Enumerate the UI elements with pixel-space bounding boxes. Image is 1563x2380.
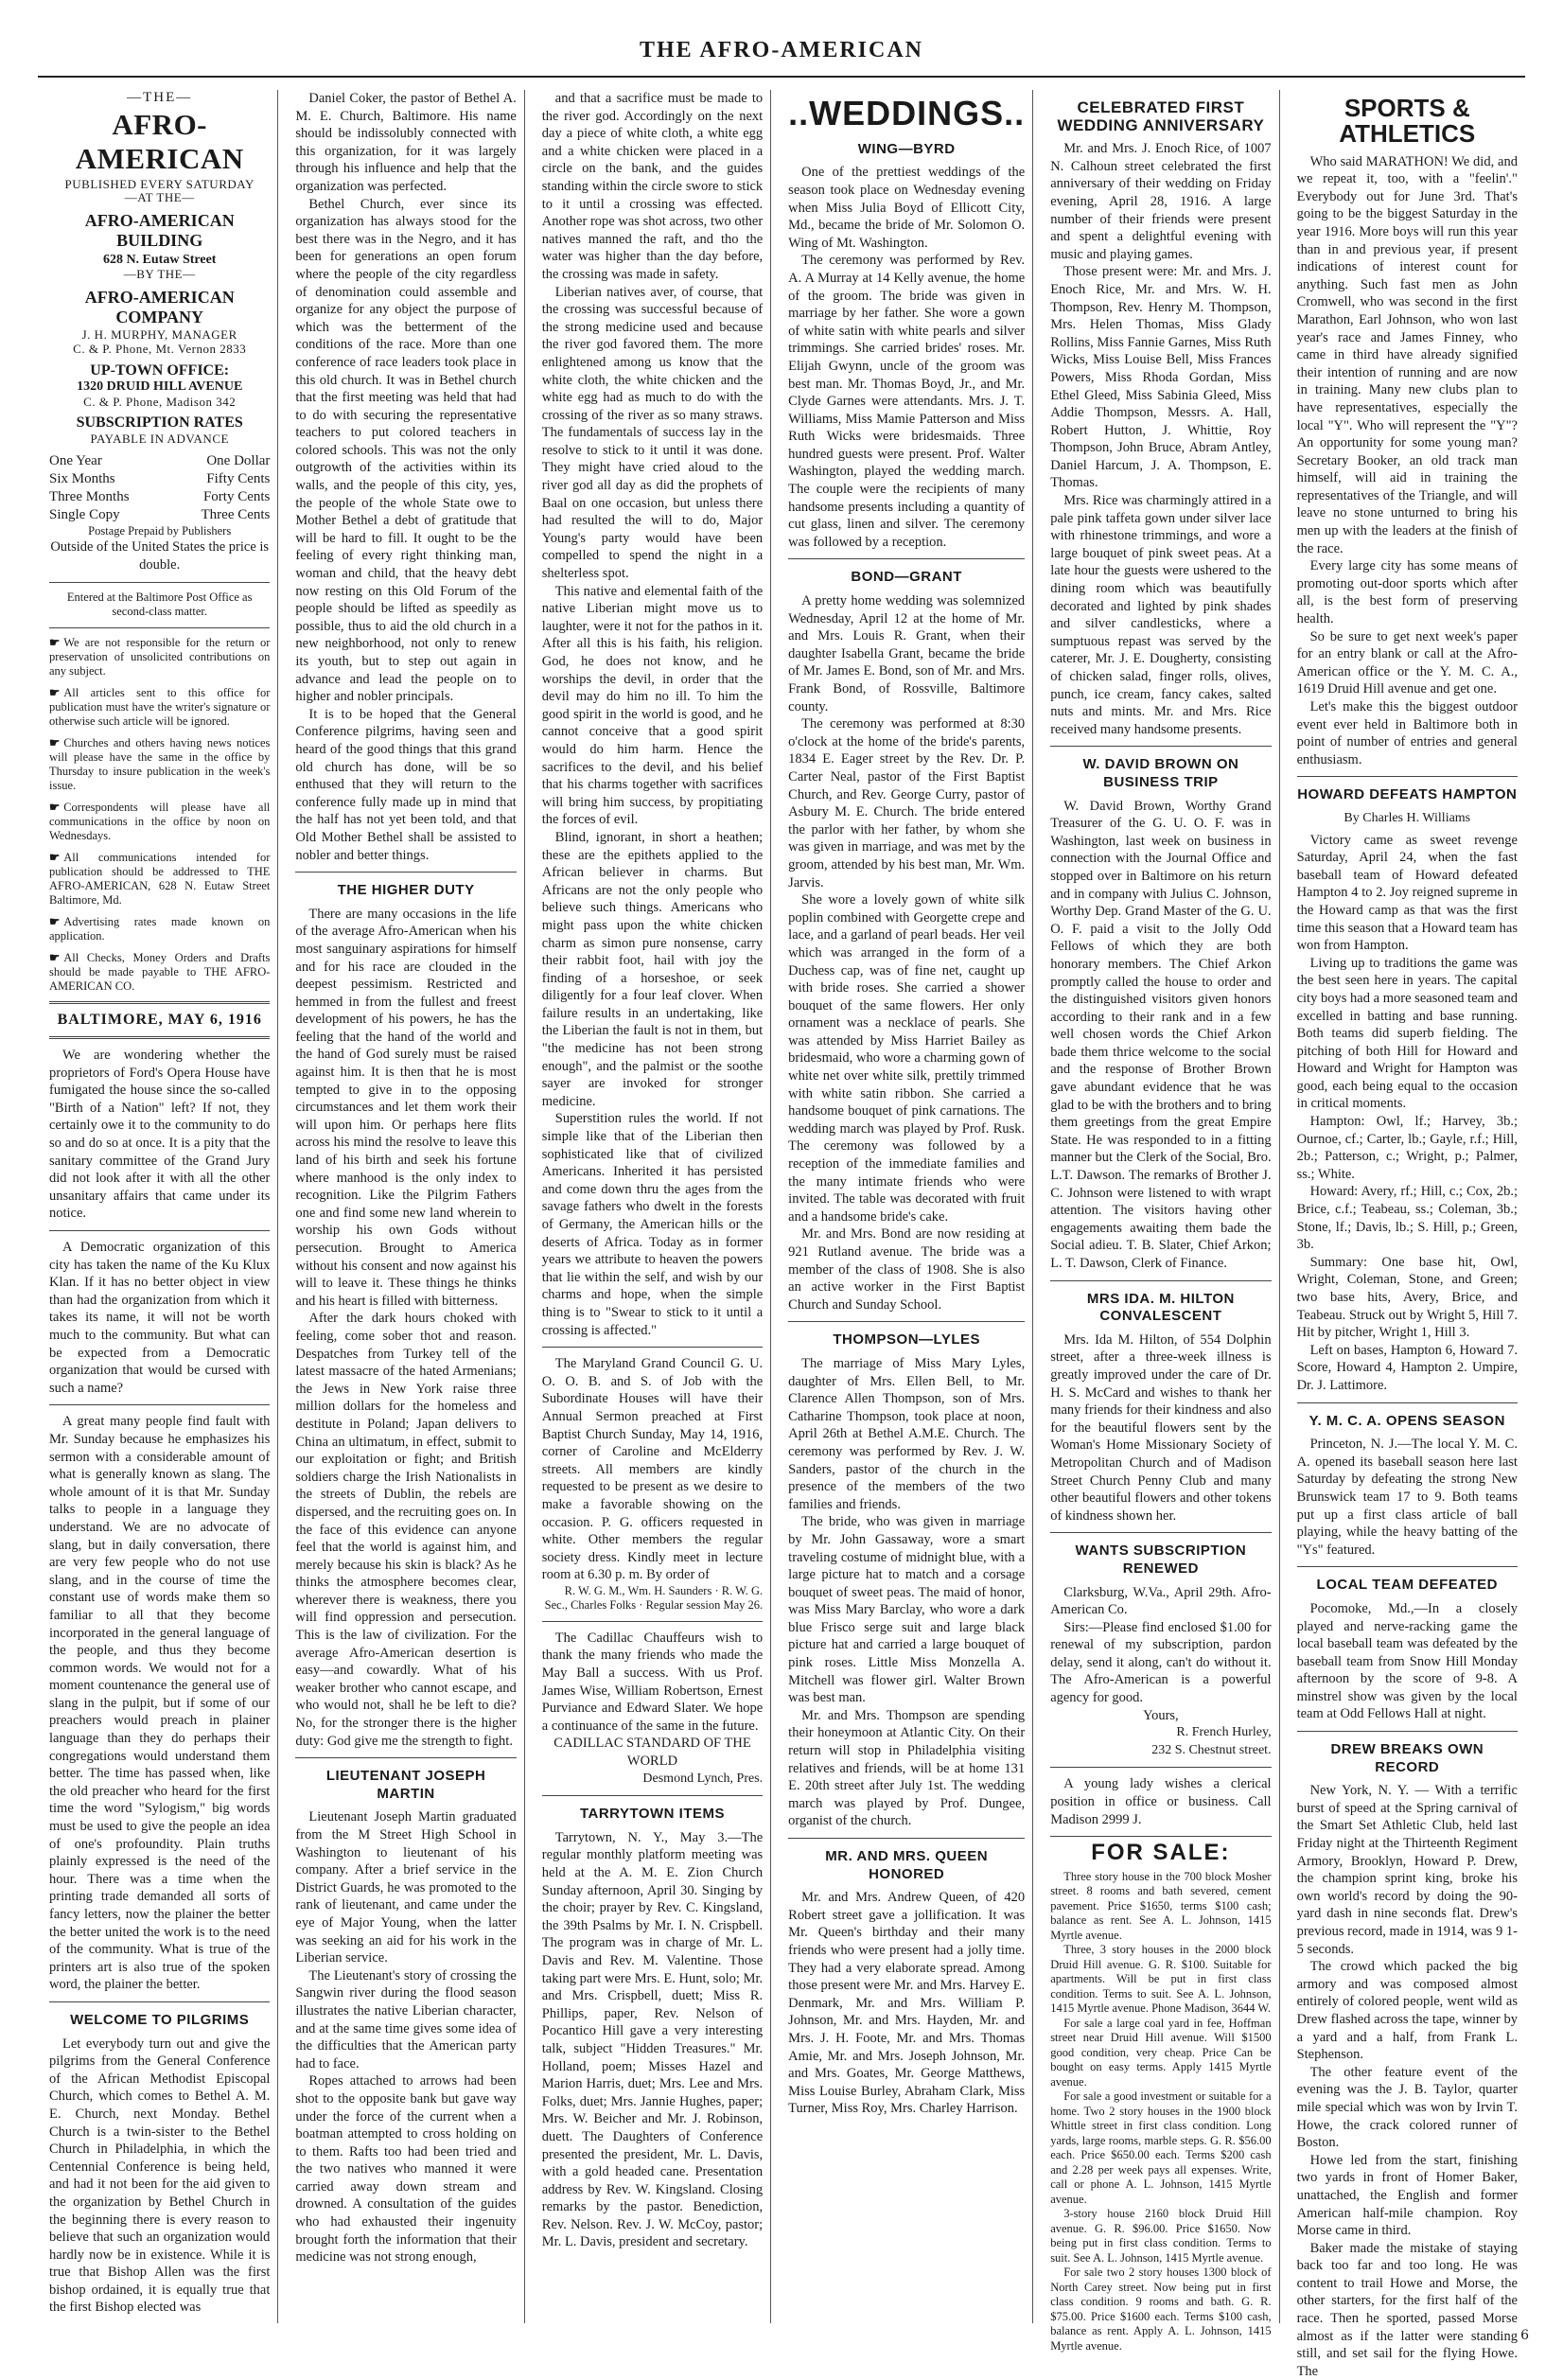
article-paragraph: The bride, who was given in marriage by Mr. John Gassaway, wore a smart traveling costume of midnight blue, with a large picture hat to match and a corsage bouquet of sweet peas. The maid of honor, was Miss Mary Barclay, who wore a dark blue Frisco serge suit and large black picture hat and carried a large bouquet of pink roses. Little Miss Monzella A. Mitchell was flower girl. Walter Brown was best man. xyxy=(788,1514,1026,1706)
divider xyxy=(542,1795,763,1796)
article-paragraph: Left on bases, Hampton 6, Howard 7. Score, Howard 4, Hampton 2. Umpire, Dr. J. Lattimore. xyxy=(1296,1342,1518,1393)
classified-ad: For sale a good investment or suitable for a home. Two 2 story houses in the 1900 block Whittle street in first class condition. Long yards, large rooms, marble steps. G. R. $56.00 each. Price $650.00 each. Terms $200 cash and 2.28 per week pays all expenses. Write, call or phone A. L. Johnson, 1415 Myrtle avenue. xyxy=(1050,2089,1272,2206)
article-heading: MR. AND MRS. QUEEN HONORED xyxy=(825,1848,989,1882)
article-paragraph: There are many occasions in the life of the average Afro-American when his most sanguinary aspirations for himself and for his race are clouded in the deepest pessimism. Restricted and hemmed in from the fullest and freest development of his powers, he has the feeling that the hand of the world and the hand of God surely must be raised against him. It is then that he is most tempted to give in to the opposing circumstances and let them work their will upon him. Or perhaps here flits across his mind the resolve to leave this land of his birth and seek his fortune where manhood is the only index to recognition. Like the Pilgrim Fathers one and find some new land wherein to worship his own Gods without persecution. Brought to America without his consent and now against his will to leave it. These things he thinks and his heart is filled with bitterness. xyxy=(295,906,517,1309)
article-paragraph: Mr. and Mrs. Thompson are spending their honeymoon at Atlantic City. On their return will stop in Philadelphia visiting relatives and friends, will be at home 131 E. 20th street after July 1st. The wedding march was played by Prof. Dungee, organist of the church. xyxy=(788,1707,1026,1829)
publisher-by-the: —BY THE— xyxy=(123,266,196,281)
article-paragraph: Mrs. Ida M. Hilton, of 554 Dolphin street, after a three-week illness is greatly improved under the care of Dr. H. S. McCard and wishes to thank her many friends for their kindness and also for the beautiful flowers sent by the Woman's Home Missionary Society of Metropolitan Church and of Madison Street Church Penny Club and many other beautiful flowers and other tokens of kindness shown her. xyxy=(1050,1331,1272,1524)
article-heading: HOWARD DEFEATS HAMPTON xyxy=(1297,786,1518,803)
article-paragraph: Every large city has some means of promoting out-door sports which after all, is the best form of preserving health. xyxy=(1296,558,1518,627)
article-paragraph: This native and elemental faith of the native Liberian might move us to laughter, were it not for the pathos in it. After all this is his faith, his religion. God, he does not know, and he worships the devil, in order that the devil may do him no ill. To him the good spirit in the world is good, and he cannot conceive that a good spirit would do him harm. Hence the sacrifices to the devil, and his belief that his charms together with sacrifices will bring him success, by propitiating the forces of evil. xyxy=(541,583,764,828)
article-heading: THOMPSON—LYLES xyxy=(833,1331,980,1349)
article-paragraph: Living up to traditions the game was the best seen here in years. The capital city boys had a more seasoned team and excelled in batting and base running. Both teams did superb fielding. The pitching of both Hill for Howard and Howard and Wright for Hampton was good, each being equal to the occasion in critical moments. xyxy=(1296,955,1518,1112)
divider xyxy=(1297,1402,1518,1403)
article-paragraph: Victory came as sweet revenge Saturday, April 24, when the fast baseball team of Howard defeated Hampton 4 to 2. Joy reigned supreme in the Howard camp as that was the first time this season that a Howard team has won from Hampton. xyxy=(1296,832,1518,954)
page-masthead: THE AFRO-AMERICAN xyxy=(639,38,923,62)
divider xyxy=(1297,776,1518,777)
notice-text: We are not responsible for the return or preservation of unsolicited contributions on any subject. xyxy=(49,635,271,678)
divider xyxy=(542,1621,763,1622)
editorial-paragraph: A Democratic organization of this city has taken the name of the Ku Klux Klan. If it has no better object in view than had the organization from which it takes its name, it will not be worth much to the community. But what can be expected from a Democratic organization that would be cursed with such a name? xyxy=(49,1240,271,1396)
notice-text: All articles sent to this office for publication must have the writer's signature or otherwise such article will be ignored. xyxy=(49,685,271,728)
article-paragraph: Blind, ignorant, in short a heathen; these are the epithets applied to the African believer in charms. But Africans are not the only people who believe such things. Americans who might pass upon the white chicken charm as simon pure nonsense, carry their rabbit foot, hail with joy the finding of a horseshoe, or seek diligently for a four leaf clover. When failure results in an undertaking, like the Liberian the fault is not in them, but "the medicine has not been strong enough", and the palmist or the soothe sayer are invoked for stronger medicine. xyxy=(541,829,764,1109)
divider xyxy=(1050,1280,1271,1281)
article-paragraph: A pretty home wedding was solemnized Wednesday, April 12 at the home of Mr. and Mrs. Louis R. Grant, when their daughter Isabella Grant, became the bride of Mr. James E. Bond, son of Mr. and Mrs. Frank Bond, of Rossville, Baltimore county. xyxy=(788,593,1026,714)
letter-dateline: Clarksburg, W.Va., April 29th. Afro-American Co. xyxy=(1050,1584,1272,1618)
rate-term: Six Months xyxy=(49,470,115,486)
rates-heading: SUBSCRIPTION RATES xyxy=(76,414,243,432)
article-paragraph: Those present were: Mr. and Mrs. J. Enoch Rice, Mr. and Mrs. W. H. Thompson, Rev. Henry M. Thompson, Mrs. Helen Thomas, Miss Glady Rollins, Miss Fannie Garnes, Miss Ruth Wicks, Miss Louise Bell, Miss Frances Powers, Miss Rhoda Gordan, Miss Ethel Gleed, Miss Sabinia Gleed, Miss Addie Thompson, Messrs. A. Hall, Robert Hutton, J. Whittie, Roy Thompson, John Bruce, Abram Antley, Daniel Harcum, J. A. Thompson, E. Thomas. xyxy=(1050,264,1272,491)
article-paragraph: Baker made the mistake of staying back too far and too long. He was content to trail Howe and Morse, the other starters, for the first half of the race. Then he sported, passed Morse almost as if the latter were standing still, and set sail for the flying Howe. The xyxy=(1296,2240,1518,2379)
classified-ad: A young lady wishes a clerical position in office or business. Call Madison 2999 J. xyxy=(1050,1776,1272,1827)
uptown-heading: UP-TOWN OFFICE: xyxy=(90,362,230,379)
column-4 xyxy=(781,90,1033,2323)
article-heading: DREW BREAKS OWN RECORD xyxy=(1330,1741,1484,1775)
pointing-hand-icon: ☛ xyxy=(49,800,61,814)
publisher-name: AFRO-AMERICAN xyxy=(75,108,244,175)
section-heading-weddings: ..WEDDINGS.. xyxy=(788,94,1026,132)
divider xyxy=(788,1321,1025,1322)
rate-term: Three Months xyxy=(49,488,130,504)
divider xyxy=(1050,746,1271,747)
divider xyxy=(49,2001,270,2002)
notice-signature: CADILLAC STANDARD OF THE WORLD xyxy=(553,1736,751,1770)
notice-item xyxy=(49,851,270,908)
masthead-rule xyxy=(38,76,1525,78)
article-heading: W. DAVID BROWN ON BUSINESS TRIP xyxy=(1082,756,1239,790)
article-paragraph: and that a sacrifice must be made to the river god. Accordingly on the next day a piece of white cloth, a white egg and a white chicken were placed in a circle on the bank, and the guides standing within the circle swore to stick to it until a crossing was effected. Another rope was shot across, two other natives manned the raft, and tho the water was higher than the day before, the crossing was made in safety. xyxy=(541,91,764,282)
letter-closing: Yours, xyxy=(1143,1707,1179,1723)
article-heading: LOCAL TEAM DEFEATED xyxy=(1316,1577,1498,1594)
divider xyxy=(1297,1566,1518,1567)
article-heading: WELCOME TO PILGRIMS xyxy=(70,2011,250,2028)
letter-address: 232 S. Chestnut street. xyxy=(1151,1742,1272,1757)
divider xyxy=(49,582,270,583)
editorial-paragraph: A great many people find fault with Mr. Sunday because he emphasizes his sermon with a considerable amount of what is generally known as slang. The whole amount of it is that Mr. Sunday talks to people in a language they understand. We are no advocate of slang, but in daily conversation, there are very few people who do not use slang, and in the course of time the constant use of words make them so familiar to all that they become incorporated in the general language of the people, and thus they become common words. We would not for a moment countenance the general use of slang in the pulpit, but if some of our preachers would preach in plainer language than they do perhaps their congregations would understand them better. The time has passed when, like the old preacher who heard for the first time the word "Sylogism," big words must be used to give the people an idea of one's profoundity. Plain truths plainly expressed is the need of the hour. There was a time when the printing trade demanded all sorts of fancy letters, now the plainer the better the better united the work is to the need of the community. What is true of the printers art is also true of the spoken word, the plainer the better. xyxy=(49,1414,271,1993)
pointing-hand-icon: ☛ xyxy=(49,914,61,928)
classified-ad: Three story house in the 700 block Mosher street. 8 rooms and bath severed, cement pavement. Price $1650, terms $100 cash; balance as rent. See A. L. Johnson, 1415 Myrtle avenue. xyxy=(1050,1869,1272,1942)
rates-list xyxy=(49,452,270,524)
article-paragraph: Daniel Coker, the pastor of Bethel A. M. E. Church, Baltimore. His name should be indissolubly connected with this organization, for it was largely through his influence and help that the organization was perfected. xyxy=(295,91,517,194)
notice-text: Churches and others having news notices will please have the same in the office by Thursday to insure publication in the week's issue. xyxy=(49,735,271,792)
divider xyxy=(788,558,1025,559)
column-1 xyxy=(42,90,278,2323)
column-6 xyxy=(1290,90,1525,2379)
column-2 xyxy=(288,90,524,2323)
divider xyxy=(1297,1731,1518,1732)
article-paragraph: The other feature event of the evening was the J. B. Taylor, quarter mile special which was won by Irvin T. Howe, the crack colored runner of Boston. xyxy=(1296,2064,1518,2151)
article-paragraph: W. David Brown, Worthy Grand Treasurer of the G. U. O. F. was in Washington, last week on business in connection with the Journal Office and stopped over in Baltimore on his return and in company with Julius C. Johnson, Worthy Dep. Grand Master of the G. U. O. F. paid a visit to the Jolly Odd Fellows of which they are both honorary members. The Chief Arkon promptly called the house to order and the distinguished visitors given honors according to their rank and in a few well chosen words the Chief Arkon bade them thrice welcome to the social and the response of Brother Brown gave abundant evidence that he was glad to be with the brothers and to bring them greetings from the great Empire State. He was responded to in a fitting manner but the Clerk of the Social, Bro. L.T. Dawson. The remarks of Brother J. C. Johnson were listened to with wrapt attention. The visitors having other engagements awaiting them bade the Social adieu. T. B. Slater, Chief Arkon; L. T. Dawson, Clerk of Finance. xyxy=(1050,798,1272,1271)
notice-paragraph: The Cadillac Chauffeurs wish to thank the many friends who made the May Ball a success. With us Prof. James Wise, William Robertson, Ernest Purviance and Edward Slater. We hope a continuance of the same in the future. xyxy=(541,1630,764,1734)
pointing-hand-icon: ☛ xyxy=(49,950,61,964)
rate-row xyxy=(49,488,270,506)
rate-price: One Dollar xyxy=(206,452,271,468)
dateline: BALTIMORE, MAY 6, 1916 xyxy=(57,1011,262,1028)
page-number: 6 xyxy=(1520,2328,1529,2343)
article-paragraph: The ceremony was performed at 8:30 o'clock at the home of the bride's parents, 1834 E. Eager street by the Rev. Dr. P. Carter Neal, pastor of the First Baptist Church, and Rev. George Curry, pastor of Asbury M. E. Church. The bride entered the parlor with her father, by whom she was given in marriage, and was met by the groom, attended by his best man, Mr. Wm. Jarvis. xyxy=(788,716,1026,890)
rate-term: One Year xyxy=(49,452,102,468)
pointing-hand-icon: ☛ xyxy=(49,850,61,864)
columns xyxy=(42,90,1525,2379)
article-heading: WANTS SUBSCRIPTION RENEWED xyxy=(1075,1543,1247,1577)
article-paragraph: New York, N. Y. — With a terrific burst of speed at the Spring carnival of the Smart Set Athletic Club, held last Friday night at the Thirteenth Regiment Armory, Brooklyn, Howard P. Drew, the champion sprint king, broke his own world's record by doing the 90-yard dash in nine seconds flat. Drew's previous record, made in 1914, was 9 1-5 seconds. xyxy=(1296,1783,1518,1957)
publisher-box xyxy=(49,90,270,447)
for-sale-heading: FOR SALE: xyxy=(1091,1840,1231,1866)
uptown-address: 1320 DRUID HILL AVENUE xyxy=(77,379,243,395)
publisher-at-the: —AT THE— xyxy=(124,190,195,205)
pointing-hand-icon: ☛ xyxy=(49,735,61,749)
article-paragraph: The marriage of Miss Mary Lyles, daughter of Mrs. Ellen Bell, to Mr. Clarence Allen Thompson, son of Mrs. Catharine Thompson, took place at noon, April 26th at Bethel A.M.E. Church. The ceremony was performed by Rev. J. W. Sanders, pastor of the church in the presence of the members of the two families and friends. xyxy=(788,1355,1026,1512)
notice-item xyxy=(49,686,270,729)
notice-signature: Desmond Lynch, Pres. xyxy=(642,1771,764,1786)
publisher-manager: J. H. MURPHY, MANAGER xyxy=(81,327,237,343)
article-paragraph: Howard: Avery, rf.; Hill, c.; Cox, 2b.; Brice, c.f.; Teabeau, ss.; Coleman, 3b.; Stone, lf.; Davis, lb.; S. Hill, p.; Green, 3b. xyxy=(1296,1184,1518,1253)
publisher-phone: C. & P. Phone, Mt. Vernon 2833 xyxy=(73,342,247,357)
article-paragraph: Let's make this the biggest outdoor event ever held in Baltimore both in point of number of entries and general enthusiasm. xyxy=(1296,699,1518,767)
divider xyxy=(295,872,516,873)
article-paragraph: Mr. and Mrs. Bond are now residing at 921 Rutland avenue. The bride was a member of the class of 1908. She is also an active worker in the First Baptist Church and Sunday School. xyxy=(788,1226,1026,1313)
notice-text: All communications intended for publication should be addressed to THE AFRO-AMERICAN, 628 N. Eutaw Street Baltimore, Md. xyxy=(49,850,271,907)
article-paragraph: Summary: One base hit, Owl, Wright, Coleman, Stone, and Green; two base hits, Avery, Brice, and Teabeau. Struck out by Wright 5, Hill 7. Hit by pitcher, Wright 1, Hill 3. xyxy=(1296,1254,1518,1341)
divider xyxy=(1050,1767,1271,1768)
editorial-paragraph: We are wondering whether the proprietors of Ford's Opera House have fumigated the house since the so-called "Birth of a Nation" left? If not, they certainly owe it to the community to do so and do so at once. It is a pity that the sanitary committee of the Grand Jury did not look after it with all the other unsanitary affairs that came under its notice. xyxy=(49,1048,271,1222)
article-heading: CELEBRATED FIRST WEDDING ANNIVERSARY xyxy=(1057,98,1265,134)
article-paragraph: Liberian natives aver, of course, that the crossing was successful because of the strong medicine used and because the river god favored them. The more enlightened among us know that the white cloth, the white chicken and the white egg had as much to do with the crossing of the river as so many straws. The fundamentals of success lay in the resolve to stick to it until it was done. They might have cried aloud to the river god all day as did the prophets of Baal on one occasion, but unless there had resulted the will to do, Major Young's party would have been compelled to spend the night in a shelterless spot. xyxy=(541,284,764,582)
article-heading: BOND—GRANT xyxy=(851,569,962,586)
article-paragraph: After the dark hours choked with feeling, come sober thot and reason. Despatches from Turkey tell of the latest massacre of the hated Armenians; the Jews in New York raise three million dollars for the homeless and destitute in Poland; Japan delivers to China an ultimatum, in effect, submit to our exploitation or fight; and British soldiers charge the Irish Nationalists in the streets of Dublin, the rebels are dispersed, and the recruiting goes on. In the face of this evidence can anyone feel that the world is against him, and merely because his skin is black? As he thinks the atmosphere becomes clear, wherever there is weakness, there you will find oppression and persecution. This is the law of civilization. For the average Afro-American desertion is easy—and cowardly. What of his weaker brother who cannot escape, and who would not, shall he be left to die? No, for the stronger there is the higher duty: God give me the strength to fight. xyxy=(295,1311,517,1749)
article-paragraph: Lieutenant Joseph Martin graduated from the M Street High School in Washington to lieutenant of his company. After a brief service in the District Guards, he was promoted to the rank of lieutenant, and came under the eye of Major Young, when the latter was seeking an aid for his work in the Liberian service. xyxy=(295,1809,517,1966)
divider xyxy=(1050,1836,1271,1837)
divider xyxy=(295,1757,516,1758)
article-paragraph: Mr. and Mrs. Andrew Queen, of 420 Robert street gave a jollification. It was Mr. Queen's birthday and their many friends who were present had a jolly time. They had a very elaborate spread. Among those present were Mr. and Mrs. Harvey E. Denmark, Mr. and Mrs. William P. Johnson, Mr. and Mrs. Hayden, Mr. and Mrs. J. H. Foote, Mr. and Mrs. Thomas Amie, Mr. and Mrs. Joseph Johnson, Mr. and Mrs. Goates, Mr. George Matthews, Miss Louise Burley, Abraham Clark, Miss Turner, Miss Roy, Mrs. Charley Harrison. xyxy=(788,1890,1026,2117)
rate-term: Single Copy xyxy=(49,506,120,522)
divider xyxy=(49,1001,270,1004)
notice-text: All Checks, Money Orders and Drafts should be made payable to THE AFRO-AMERICAN CO. xyxy=(49,950,271,993)
article-paragraph: Mr. and Mrs. J. Enoch Rice, of 1007 N. Calhoun street celebrated the first anniversary of their wedding on Friday evening, April 28, 1916. A large number of their friends were present and spent a delightful evening with music and playing games. xyxy=(1050,141,1272,262)
divider xyxy=(49,1230,270,1231)
article-byline: By Charles H. Williams xyxy=(1343,810,1471,825)
article-paragraph: Pocomoke, Md.,—In a closely played and nerve-racking game the local baseball team was defeated by the baseball team from Snow Hill Monday afternoon by the score of 9-8. A minstrel show was given by the local team at Odd Fellows Hall at night. xyxy=(1296,1600,1518,1722)
article-paragraph: Princeton, N. J.—The local Y. M. C. A. opened its baseball season here last Saturday by defeating the strong New Brunswick team 17 to 9. Both teams put up a first class article of ball playing, while the heavy batting of the "Ys" featured. xyxy=(1296,1437,1518,1558)
classified-ad: For sale two 2 story houses 1300 block of North Carey street. Now being put in first class condition. 9 rooms and bath. G. R. $75.00. Price $1600 each. Terms $100 cash, balance as rent. Apply A. L. Johnson, 1415 Myrtle avenue. xyxy=(1050,2265,1272,2353)
rate-row xyxy=(49,452,270,470)
publisher-address: 628 N. Eutaw Street xyxy=(102,252,217,267)
classified-ad: Three, 3 story houses in the 2000 block Druid Hill avenue. G. R. $100. Suitable for apartments. Will be put in first class condition. Terms to suit. See A. L. Johnson, 1415 Myrtle avenue. Phone Madison, 3644 W. xyxy=(1050,1943,1272,2016)
divider xyxy=(49,627,270,628)
pointing-hand-icon: ☛ xyxy=(49,635,61,649)
article-paragraph: Who said MARATHON! We did, and we repeat it, too, with a "feelin'." Everybody out for June 3rd. That's going to be the biggest Saturday in the year 1916. More boys will run this year than in and previous year, if present indications of interest count for anything. Such fast men as John Cromwell, who was second in the first Marathon, Earl Johnson, who won last year's race and James Finney, who came in third have already signified their intention of running and are now in training. Many new clubs plan to have representatives, especially the local "Y". Who will represent the "Y"? An opportunity for some young man? Secretary Booker, an old track man himself, will aid in training the representatives of the Triangle, and will leave no stone unturned to bring his men up with the leaders at the finish of the race. xyxy=(1296,153,1518,556)
article-paragraph: The Lieutenant's story of crossing the Sangwin river during the flood season illustrates the native Liberian character, and at the same time gives some idea of the difficulties that the American party had to face. xyxy=(295,1967,517,2071)
article-paragraph: Bethel Church, ever since its organization has always stood for the best there was in the Negro, and it has been for generations an open forum where the people of the city regardless of denomination could assemble and organize for any object the purpose of which was the betterment of the conditions of the race. More than one conference of race leaders took place in this old church. It was in Bethel church that the first meeting was held that had to do with securing the representative teachers to put colored teachers in colored schools. This was not the only outgrowth of the activities within its walls, and the people of this city, yes, the people of the whole State owe to Mother Bethel a debt of gratitude that will be hard to fill. It ought to be the feeling of every right thinking man, woman and child, that the heavy debt now resting on this Old Forum of the people should be lifted as speedily as possible, thus to aid the old church in a new neighborhood, not only to renew its youth, but to step out again in advance and lead the people on to higher and nobler principals. xyxy=(295,196,517,705)
article-paragraph: It is to be hoped that the General Conference pilgrims, having seen and heard of the good things that this grand old church has done, will be so enthused that they will return to the conference fully made up in mind that the half has not yet been told, and that Old Mother Bethel shall be assisted to nobler and better things. xyxy=(295,706,517,863)
article-heading: TARRYTOWN ITEMS xyxy=(579,1806,725,1823)
column-5 xyxy=(1043,90,1279,2353)
notice-signature: R. W. G. M., Wm. H. Saunders · R. W. G. Sec., Charles Folks · Regular session May 26. xyxy=(544,1583,764,1613)
rate-row xyxy=(49,506,270,524)
notice-item xyxy=(49,801,270,843)
publisher-published: PUBLISHED EVERY SATURDAY xyxy=(64,176,255,191)
article-paragraph: Let everybody turn out and give the pilgrims from the General Conference of the African Methodist Episcopal Church, which comes to Bethel A. M. E. Church, next Monday. Bethel Church is a twin-sister to the Bethel Church in Philadelphia, in which the Centennial Conference is being held, and had it not been for the aid given to the organization by Bethel Church in the beginning there is every reason to believe that such an organization would hardly now be in existence. While it is true that Bishop Allen was the first bishop ordained, it is equally true that the first Bishop elected was xyxy=(49,2036,271,2316)
article-heading: LIEUTENANT JOSEPH MARTIN xyxy=(325,1768,486,1802)
notice-item xyxy=(49,915,270,943)
rate-row xyxy=(49,470,270,488)
article-paragraph: Ropes attached to arrows had been shot to the opposite bank but gave way under the force of the current when a boatman attempted to cross holding on to them. Rafts too had been tried and the two natives who manned it were carried away down stream and drowned. A consultation of the guides who had exhausted their ingenuity brought forth the information that their medicine was not strong enough, xyxy=(295,2073,517,2265)
article-paragraph: The crowd which packed the big armory and was composed almost entirely of colored people, went wild as Drew flashed across the tape, winner by a yard and a half, from Frank L. Stephenson. xyxy=(1296,1959,1518,2063)
notice-item xyxy=(49,636,270,679)
rate-price: Forty Cents xyxy=(202,488,271,504)
article-heading: THE HIGHER DUTY xyxy=(337,882,475,899)
rates-subheading: PAYABLE IN ADVANCE xyxy=(90,431,229,446)
article-paragraph: She wore a lovely gown of white silk poplin combined with Georgette crepe and lace, and a garland of pearl beads. Her veil which was arranged in the form of a Duchess cap, was of fine net, caught up with bride roses. She carried a shower bouquet of the same flowers. Her only ornament was a necklace of pearls. She was attended by Miss Harriet Bailey as bridesmaid, who wore a charming gown of white net over white silk, prettily trimmed with white satin ribbon. She carried a handsome bouquet of pink carnations. The wedding march was played by Prof. Rusk. The ceremony was followed by a reception of the immediate families and the many intimate friends who were invited. The table was decorated with fruit and a handsome bride's cake. xyxy=(788,892,1026,1225)
article-paragraph: Tarrytown, N. Y., May 3.—The regular monthly platform meeting was held at the A. M. E. Zion Church Sunday afternoon, April 30. Singing by the choir; prayer by Rev. C. Kingsland, the 39th Psalms by Mr. I. N. Crispbell. The program was in charge of Mr. L. Davis and Rev. M. Valentine. Those taking part were Mrs. E. Hunt, solo; Mr. and Mrs. Crispbell, duett; Miss R. Phillips, paper, Rev. Nelson of Pocantico Hill gave a very interesting talk, subject "Hidden Treasures." Mr. Holland, poem; Misses Hazel and Marion Harris, duet; Mrs. Lee and Mrs. Folks, duet; Mrs. Jannie Hughes, paper; Mrs. W. Beicher and Mr. J. Robinson, duett. The Daughters of Conference presented the president, Mr. L. Davis, with a gold headed cane. Presentation address by Rev. W. Kingsland. Closing remarks by the pastor. Benediction, Rev. Nelson. Rev. J. W. McCoy, pastor; Mr. L. Davis, president and secretary. xyxy=(541,1829,764,2250)
notice-item xyxy=(49,951,270,994)
classified-ad: 3-story house 2160 block Druid Hill avenue. G. R. $96.00. Price $1650. Now being put in first class condition. Terms to suit. See A. L. Johnson, 1415 Myrtle avenue. xyxy=(1050,2207,1272,2265)
divider xyxy=(542,1347,763,1348)
letter-body: Sirs:—Please find enclosed $1.00 for renewal of my subscription, pardon delay, send it along, can't do without it. The Afro-American is a powerful agency for good. xyxy=(1050,1619,1272,1706)
publisher-company: AFRO-AMERICAN COMPANY xyxy=(84,287,235,326)
rate-price: Three Cents xyxy=(201,506,271,522)
divider xyxy=(49,1036,270,1039)
section-heading-sports: SPORTS & ATHLETICS xyxy=(1339,94,1476,149)
column-3 xyxy=(535,90,771,2323)
article-paragraph: Mrs. Rice was charmingly attired in a pale pink taffeta gown under silver lace with rhinestone trimmings, and wore a large bouquet of pink sweet peas. At a late hour the guests were ushered to the dining room which was beautifully decorated and lighted by pink shades and silver candlesticks, where a sumptuous repast was served by the caterer, Mr. J. E. Dougherty, consisting of chicken salad, finger rolls, olives, punch, ice cream, fancy cakes, salted nuts and mints. Mr. and Mrs. Rice received many handsome presents. xyxy=(1050,493,1272,737)
publisher-the: —THE— xyxy=(127,90,193,105)
postage-note: Postage Prepaid by Publishers xyxy=(88,523,232,538)
outside-us-note: Outside of the United States the price is double. xyxy=(50,539,270,573)
article-paragraph: Superstition rules the world. If not simple like that of the Liberian then sophisticated like that of civilized Americans. Inherited it has persisted and come down thru the ages from the savage fathers who dwelt in the forests of Germany, the American hills or the deserts of Africa. Today as in former years we attribute to heaven the powers that lie within the self, and wish by our charms and hope, when the simple thing is to "Swear to stick to it until a crossing is affected." xyxy=(541,1111,764,1338)
divider xyxy=(1050,1532,1271,1533)
article-paragraph: So be sure to get next week's paper for an entry blank or call at the Afro-American office or the Y. M. C. A., 1619 Druid Hill avenue and get one. xyxy=(1296,628,1518,697)
letter-signature: R. French Hurley, xyxy=(1176,1725,1272,1740)
article-heading: WING—BYRD xyxy=(857,140,956,157)
rate-price: Fifty Cents xyxy=(206,470,271,486)
notice-text: Advertising rates made known on application. xyxy=(49,914,271,943)
notice-text: Correspondents will please have all communications in the office by noon on Wednesdays. xyxy=(49,800,271,842)
divider xyxy=(49,1404,270,1405)
divider xyxy=(788,1838,1025,1839)
classified-ad: For sale a large coal yard in fee, Hoffman street near Druid Hill avenue. Will $1500 good condition, very cheap. Price Can be bought on easy terms. Apply 1415 Myrtle avenue. xyxy=(1050,2016,1272,2089)
uptown-phone: C. & P. Phone, Madison 342 xyxy=(83,394,237,409)
article-heading: MRS IDA. M. HILTON CONVALESCENT xyxy=(1086,1290,1235,1325)
article-paragraph: Hampton: Owl, lf.; Harvey, 3b.; Ournoe, cf.; Carter, lb.; Gayle, r.f.; Hill, 2b.; Patterson, c.; Wright, p.; Palmer, ss.; White. xyxy=(1296,1114,1518,1182)
notice-item xyxy=(49,736,270,793)
article-paragraph: Howe led from the start, finishing two yards in front of Homer Baker, unattached, the English and former American half-mile champion. Roy Morse came in third. xyxy=(1296,2152,1518,2239)
article-paragraph: The ceremony was performed by Rev. A. A Murray at 14 Kelly avenue, the home of the groom. The bride was given in marriage by her father. She wore a gown of white satin with white pearls and silver trimmings. She carried brides' roses. Mr. Elijah Gwynn, uncle of the groom was best man. Mr. Thomas Boyd, Jr., and Mr. Clyde Garnes were attendants. Mrs. J. T. Williams, Miss Mamie Patterson and Miss Ruth Wicks were bridesmaids. Three hundred guests were present. Prof. Walter Washington, played the wedding march. The couple were the recipients of many handsome presents including a quantity of cut glass, linen and silver. The ceremony was followed by a reception. xyxy=(788,253,1026,550)
article-heading: Y. M. C. A. OPENS SEASON xyxy=(1308,1412,1505,1429)
pointing-hand-icon: ☛ xyxy=(49,685,61,699)
article-paragraph: One of the prettiest weddings of the season took place on Wednesday evening when Miss Julia Boyd of Ellicott City, Md., became the bride of Mr. Solomon O. Wing of Mt. Washington. xyxy=(788,165,1026,251)
publisher-building: AFRO-AMERICAN BUILDING xyxy=(84,211,235,251)
post-office-entry: Entered at the Baltimore Post Office as second-class matter. xyxy=(66,590,253,618)
notice-paragraph: The Maryland Grand Council G. U. O. O. B. and S. of Job with the Subordinate Houses will have their Annual Sermon preached at First Baptist Church Sunday, May 14, 1916, corner of Caroline and McElderry streets. All members are kindly requested to be present as we desire to make a favorable showing on the occasion. P. G. officers requested in white. Other members the regular society dress. Kindly meet in lecture room at 6.30 p. m. By order of xyxy=(541,1356,764,1583)
